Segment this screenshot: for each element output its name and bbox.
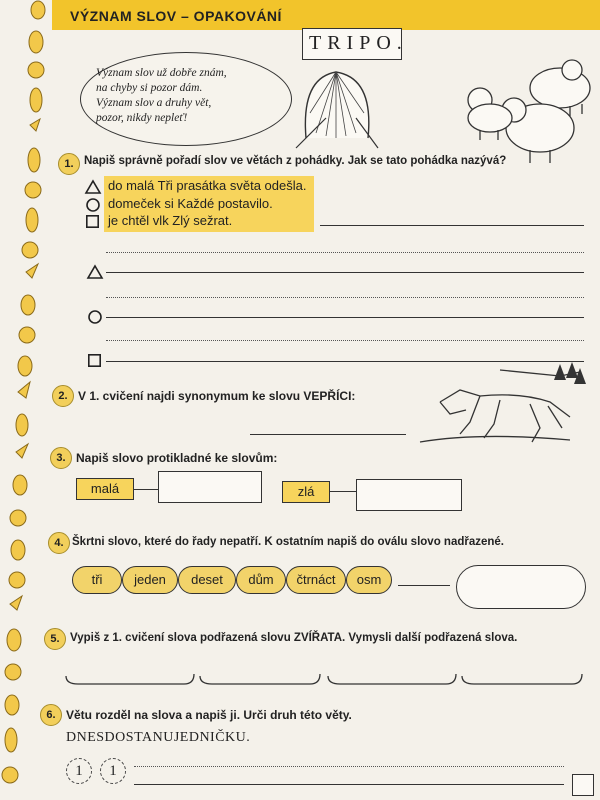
task-number: 5.	[44, 628, 66, 650]
word-box: zlá	[282, 481, 330, 503]
word-pill[interactable]: deset	[178, 566, 236, 594]
antonym-answer-box[interactable]	[356, 479, 462, 511]
grade-stamp: 1	[66, 758, 92, 784]
connector-line	[330, 491, 356, 492]
task1-instruction: Napiš správně pořadí slov ve větách z pohádky. Jak se tato pohádka nazývá?	[84, 155, 507, 167]
title-answer-line[interactable]	[320, 225, 584, 226]
task-number: 6.	[40, 704, 62, 726]
answer-line-circle[interactable]	[106, 317, 584, 318]
task6-instruction: Větu rozděl na slova a napiš ji. Urči druh této věty.	[66, 708, 352, 722]
sign-text: TRIPO.	[309, 32, 408, 54]
circle-icon	[86, 198, 100, 212]
grade-stamp: 1	[100, 758, 126, 784]
triangle-icon	[88, 266, 102, 278]
answer-curve-lines[interactable]	[60, 662, 600, 692]
sentence-square: je chtěl vlk Zlý sežrat.	[108, 213, 233, 228]
bubble-line: pozor, nikdy nepleť!	[96, 112, 188, 124]
task-number: 4.	[48, 532, 70, 554]
word-pill[interactable]: osm	[346, 566, 392, 594]
connector-line	[134, 489, 158, 490]
task5-instruction: Vypiš z 1. cvičení slova podřazená slovu ZVÍŘATA. Vymysli další podřazená slova.	[70, 632, 518, 644]
sign-illustration	[302, 28, 408, 60]
word-pill[interactable]: čtrnáct	[286, 566, 346, 594]
sentence-triangle: do malá Tři prasátka světa odešla.	[108, 178, 307, 193]
word-pill[interactable]: tři	[72, 566, 122, 594]
bubble-line: Význam slov a druhy vět,	[96, 97, 212, 109]
answer-dotted-line[interactable]	[106, 252, 584, 253]
bubble-line: Význam slov už dobře znám,	[96, 67, 227, 79]
superordinate-answer-oval[interactable]	[456, 565, 586, 609]
answer-dotted-line[interactable]	[106, 297, 584, 298]
task-number: 3.	[50, 447, 72, 469]
connector-line	[398, 585, 450, 586]
caps-sentence: DNESDOSTANUJEDNIČKU.	[66, 730, 251, 745]
answer-line-triangle[interactable]	[106, 272, 584, 273]
task2-instruction: V 1. cvičení najdi synonymum ke slovu VEPŘÍCI:	[78, 389, 356, 403]
answer-dotted-line[interactable]	[106, 340, 584, 341]
task4-instruction: Škrtni slovo, které do řady nepatří. K ostatním napiš do oválu slovo nadřazené.	[72, 536, 504, 548]
synonym-answer-line[interactable]	[250, 434, 406, 435]
sentence-answer-line[interactable]	[134, 784, 564, 785]
square-icon	[86, 215, 99, 228]
answer-dotted-line[interactable]	[134, 766, 564, 767]
sentence-type-box[interactable]	[572, 774, 594, 796]
pigs-drawing	[450, 48, 600, 168]
bubble-line: na chyby si pozor dám.	[96, 82, 203, 94]
circle-icon	[88, 310, 102, 324]
antonym-answer-box[interactable]	[158, 471, 262, 503]
child-head-drawing	[296, 58, 376, 148]
task3-instruction: Napiš slovo protikladné ke slovům:	[76, 451, 278, 465]
square-icon	[88, 354, 101, 367]
word-pill[interactable]: jeden	[122, 566, 178, 594]
bubble-text	[96, 66, 296, 126]
page-title: VÝZNAM SLOV – OPAKOVÁNÍ	[70, 8, 282, 24]
word-pill[interactable]: dům	[236, 566, 286, 594]
wolf-drawing	[420, 362, 590, 452]
sentence-circle: domeček si Každé postavilo.	[108, 196, 273, 211]
task-number: 2.	[52, 385, 74, 407]
triangle-icon	[86, 181, 100, 193]
task-number: 1.	[58, 153, 80, 175]
word-box: malá	[76, 478, 134, 500]
margin-fruit-decoration	[0, 0, 52, 800]
